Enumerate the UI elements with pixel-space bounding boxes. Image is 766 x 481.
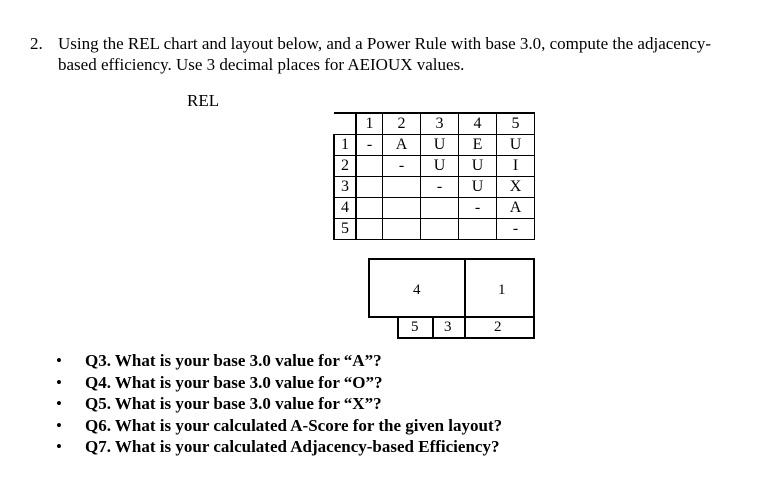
department-label: 4 (413, 282, 421, 298)
rel-row (334, 135, 535, 156)
rel-row (334, 156, 535, 177)
bullet: • (56, 437, 62, 456)
rel-cell (383, 219, 421, 240)
rel-cell (383, 177, 421, 198)
rel-cell (459, 219, 497, 240)
rel-row-header: 4 (334, 198, 356, 219)
rel-cell: E (459, 135, 497, 156)
rel-cell: - (383, 156, 421, 177)
rel-label: REL (187, 91, 220, 110)
rel-cell: U (421, 135, 459, 156)
question-text: Q5. What is your base 3.0 value for “X”? (85, 394, 382, 413)
rel-row (334, 219, 535, 240)
rel-cell (356, 198, 383, 219)
rel-row (334, 198, 535, 219)
rel-cell: X (497, 177, 535, 198)
rel-col-header: 3 (421, 113, 459, 135)
block-layout (368, 258, 535, 339)
rel-cell: U (459, 177, 497, 198)
rel-col-header: 2 (383, 113, 421, 135)
rel-col-header: 4 (459, 113, 497, 135)
question-list (56, 350, 502, 458)
question-text: Q3. What is your base 3.0 value for “A”? (85, 351, 382, 370)
bullet: • (56, 372, 62, 392)
question-item (56, 436, 502, 458)
department-label: 1 (498, 282, 506, 298)
rel-chart (333, 112, 535, 240)
rel-cell: U (421, 156, 459, 177)
rel-cell: - (497, 219, 535, 240)
question-item (56, 350, 502, 372)
layout-department-b (464, 258, 535, 318)
rel-cell (421, 219, 459, 240)
bullet: • (56, 351, 62, 370)
question-item (56, 372, 502, 394)
rel-corner (334, 113, 356, 135)
problem-text: Using the REL chart and layout below, and a Power Rule with base 3.0, compute the adjacency-based efficiency. Use 3 decimal places for AEIOUX values. (58, 34, 712, 74)
rel-cell (356, 177, 383, 198)
bullet: • (56, 394, 62, 413)
rel-row-header: 1 (334, 135, 356, 156)
question-text: Q6. What is your calculated A-Score for the given layout? (85, 415, 503, 435)
rel-cell: - (356, 135, 383, 156)
layout-department-a (368, 258, 466, 318)
rel-header-row (334, 113, 535, 135)
department-label: 5 (411, 319, 419, 335)
rel-cell: A (383, 135, 421, 156)
rel-cell: - (421, 177, 459, 198)
problem-number: 2. (30, 34, 43, 53)
question-item (56, 415, 502, 437)
layout-department-c (397, 316, 434, 339)
rel-cell (383, 198, 421, 219)
rel-row-header: 5 (334, 219, 356, 240)
layout-department-e (464, 316, 535, 339)
layout-department-d (432, 316, 466, 339)
rel-cell: I (497, 156, 535, 177)
rel-row-header: 3 (334, 177, 356, 198)
department-label: 2 (494, 319, 502, 335)
department-label: 3 (444, 319, 452, 335)
question-text: Q4. What is your base 3.0 value for “O”? (85, 372, 383, 392)
rel-cell: A (497, 198, 535, 219)
rel-row (334, 177, 535, 198)
rel-cell: U (497, 135, 535, 156)
rel-row-header: 2 (334, 156, 356, 177)
question-text: Q7. What is your calculated Adjacency-based Efficiency? (85, 437, 500, 456)
rel-cell (421, 198, 459, 219)
rel-cell (356, 219, 383, 240)
rel-cell: - (459, 198, 497, 219)
rel-col-header: 5 (497, 113, 535, 135)
rel-cell: U (459, 156, 497, 177)
question-item (56, 393, 502, 415)
bullet: • (56, 415, 62, 435)
rel-col-header: 1 (356, 113, 383, 135)
rel-cell (356, 156, 383, 177)
